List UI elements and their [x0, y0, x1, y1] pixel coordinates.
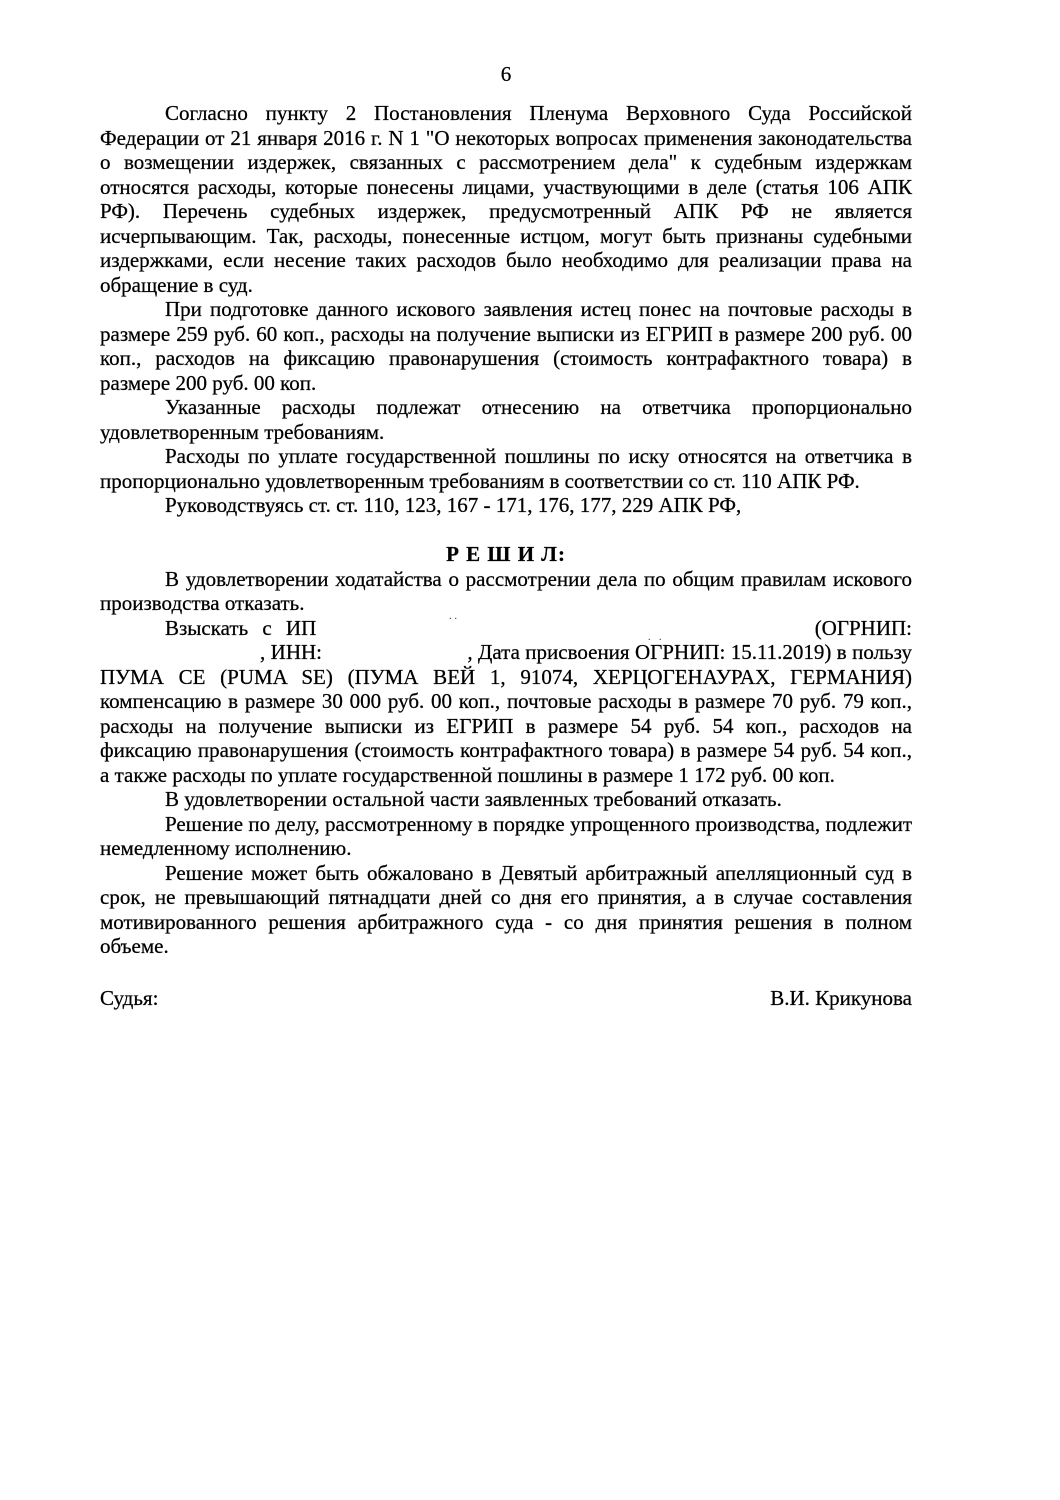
paragraph-appeal-procedure: Решение может быть обжаловано в Девятый арбитражный апелляционный суд в срок, не превышающий пятнадцати дней со дня его принятия, а в случае составления мотивированного решения арбитражного суда - со дня принятия решения в полном объеме.	[100, 860, 912, 958]
paragraph-motion-denied: В удовлетворении ходатайства о рассмотрении дела по общим правилам искового производства отказать.	[100, 566, 912, 615]
redacted-entrepreneur-name	[330, 633, 800, 635]
recovery-lead-text: Взыскать с ИП	[165, 615, 317, 640]
redacted-ogrnip-number	[100, 657, 260, 659]
recovery-ogrnip-label: (ОГРНИП:	[814, 615, 912, 640]
paragraph-costs-allocation: Указанные расходы подлежат отнесению на ответчика пропорционально удовлетворенным требованиям.	[100, 395, 912, 444]
judge-label: Судья:	[100, 985, 159, 1010]
redaction-artifact-dots: . .	[648, 632, 665, 643]
document-body	[100, 101, 912, 1010]
paragraph-plenum-costs: Согласно пункту 2 Постановления Пленума Верховного Суда Российской Федерации от 21 января 2016 г. N 1 "О некоторых вопросах применения законодательства о возмещении издержек, связанных с рассмотрением дела" к судебным издержкам относятся расходы, которые понесены лицами, участвующими в деле (статья 106 АПК РФ). Перечень судебных издержек, предусмотренный АПК РФ не является исчерпывающим. Так, расходы, понесенные истцом, могут быть признаны судебными издержками, если несение таких расходов было необходимо для реализации права на обращение в суд.	[100, 101, 912, 297]
judge-name: В.И. Крикунова	[770, 985, 912, 1010]
paragraph-immediate-execution: Решение по делу, рассмотренному в порядке упрощенного производства, подлежит немедленному исполнению.	[100, 811, 912, 860]
recovery-rest-text: , Дата присвоения ОГРНИП: 15.11.2019) в пользу ПУМА СЕ (PUMA SE) (ПУМА ВЕЙ 1, 91074, ХЕРЦОГЕНАУРАХ, ГЕРМАНИЯ) компенсацию в размере 30 000 руб. 00 коп., почтовые расходы в размере 70 руб. 79 коп., расходы на получение выписки из ЕГРИП в размере 54 руб. 54 коп., расходов на фиксацию правонарушения (стоимость контрафактного товара) в размере 54 руб. 54 коп., а также расходы по уплате государственной пошлины в размере 1 172 руб. 00 коп.	[100, 640, 912, 787]
paragraph-incurred-costs: При подготовке данного искового заявления истец понес на почтовые расходы в размере 259 руб. 60 коп., расходы на получение выписки из ЕГРИП в размере 200 руб. 00 коп., расходов на фиксацию правонарушения (стоимость контрафактного товара) в размере 200 руб. 00 коп.	[100, 297, 912, 395]
redacted-inn-number	[327, 657, 467, 659]
page-number: 6	[500, 62, 512, 86]
redaction-artifact-dots: ..	[449, 611, 460, 622]
paragraph-remaining-claims-denied: В удовлетворении остальной части заявленных требований отказать.	[165, 787, 782, 811]
signature-row	[100, 986, 912, 1011]
paragraph-state-duty: Расходы по уплате государственной пошлины по иску относятся на ответчика в пропорционально удовлетворенным требованиям в соответствии со ст. 110 АПК РФ.	[100, 444, 912, 493]
ruling-heading: Р Е Ш И Л:	[446, 542, 566, 566]
recovery-inn-label: , ИНН:	[260, 640, 322, 664]
paragraph-guided-by: Руководствуясь ст. ст. 110, 123, 167 - 171, 176, 177, 229 АПК РФ,	[165, 493, 742, 517]
paragraph-recovery-order	[100, 616, 912, 788]
